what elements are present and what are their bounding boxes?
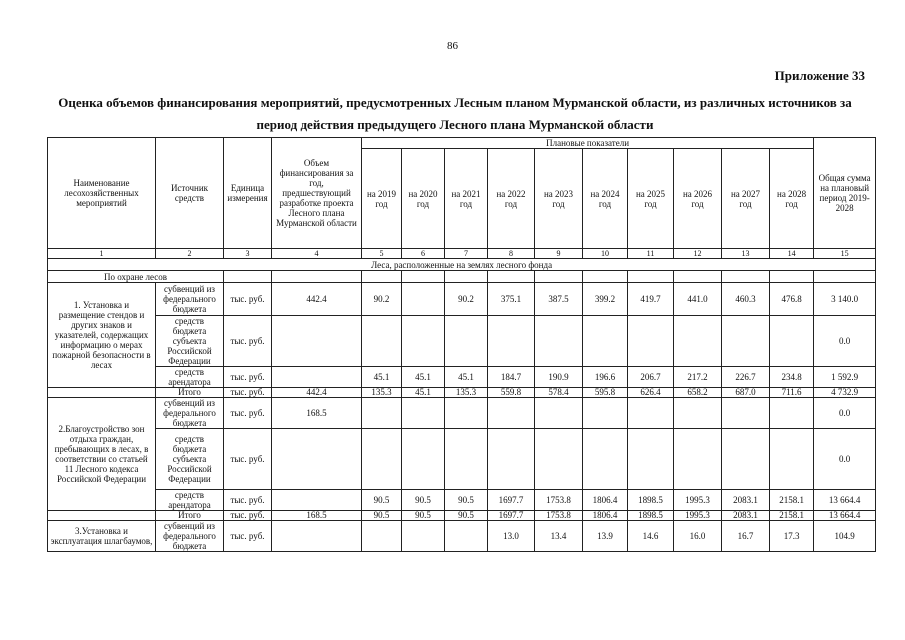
value-cell: 45.1 (402, 367, 445, 388)
value-cell (770, 316, 814, 367)
financing-table (47, 137, 876, 552)
unit-cell: тыс. руб. (224, 429, 272, 490)
column-numbers-row (48, 249, 876, 259)
value-cell (535, 429, 583, 490)
value-cell: 1806.4 (583, 490, 628, 511)
value-cell: 90.5 (402, 511, 445, 521)
section-band-row (48, 259, 876, 271)
subsection-row (48, 271, 876, 283)
value-cell (535, 316, 583, 367)
value-cell: 17.3 (770, 521, 814, 552)
unit-cell: тыс. руб. (224, 388, 272, 398)
value-cell: 14.6 (628, 521, 674, 552)
value-cell: 399.2 (583, 283, 628, 316)
value-cell: 13.9 (583, 521, 628, 552)
value-cell: 90.5 (445, 511, 488, 521)
source-cell: средств арендатора (156, 490, 224, 511)
prev-cell (272, 521, 362, 552)
total-cell: 0.0 (814, 429, 876, 490)
value-cell: 419.7 (628, 283, 674, 316)
column-number: 14 (770, 249, 814, 259)
value-cell (402, 521, 445, 552)
header-year: на 2028 год (770, 149, 814, 249)
column-number: 13 (722, 249, 770, 259)
value-cell: 1753.8 (535, 490, 583, 511)
value-cell: 460.3 (722, 283, 770, 316)
value-cell (362, 316, 402, 367)
header-year: на 2023 год (535, 149, 583, 249)
appendix-label: Приложение 33 (774, 68, 865, 83)
column-number: 5 (362, 249, 402, 259)
value-cell (770, 398, 814, 429)
value-cell (362, 521, 402, 552)
prev-cell (272, 316, 362, 367)
value-cell: 90.5 (445, 490, 488, 511)
total-cell: 0.0 (814, 316, 876, 367)
value-cell: 375.1 (488, 283, 535, 316)
value-cell (628, 398, 674, 429)
prev-cell: 442.4 (272, 283, 362, 316)
value-cell (674, 316, 722, 367)
activity-name: 3.Установка и эксплуатация шлагбаумов, (48, 521, 156, 552)
value-cell (628, 429, 674, 490)
section-band: Леса, расположенные на землях лесного фонда (48, 259, 876, 271)
value-cell: 13.0 (488, 521, 535, 552)
total-cell: 0.0 (814, 398, 876, 429)
itogo-row (48, 511, 876, 521)
value-cell (722, 316, 770, 367)
total-cell: 13 664.4 (814, 511, 876, 521)
header-year: на 2024 год (583, 149, 628, 249)
value-cell: 1898.5 (628, 490, 674, 511)
value-cell: 687.0 (722, 388, 770, 398)
prev-cell: 168.5 (272, 511, 362, 521)
source-cell: субвенций из федерального бюджета (156, 521, 224, 552)
value-cell: 441.0 (674, 283, 722, 316)
value-cell: 578.4 (535, 388, 583, 398)
value-cell: 2083.1 (722, 511, 770, 521)
prev-cell: 168.5 (272, 398, 362, 429)
unit-cell: тыс. руб. (224, 490, 272, 511)
itogo-label: Итого (156, 511, 224, 521)
column-number: 6 (402, 249, 445, 259)
itogo-label: Итого (156, 388, 224, 398)
value-cell: 135.3 (445, 388, 488, 398)
unit-cell: тыс. руб. (224, 521, 272, 552)
value-cell (402, 398, 445, 429)
value-cell (535, 398, 583, 429)
total-cell: 104.9 (814, 521, 876, 552)
value-cell: 2083.1 (722, 490, 770, 511)
value-cell (770, 429, 814, 490)
value-cell: 184.7 (488, 367, 535, 388)
total-cell: 3 140.0 (814, 283, 876, 316)
value-cell: 1697.7 (488, 511, 535, 521)
column-number: 12 (674, 249, 722, 259)
value-cell: 90.5 (402, 490, 445, 511)
source-cell: средств арендатора (156, 367, 224, 388)
value-cell: 1898.5 (628, 511, 674, 521)
activity-name: 2.Благоустройство зон отдыха граждан, пребывающих в лесах, в соответствии со статьей 11 Лесного кодекса Российской Федерации (48, 398, 156, 511)
value-cell: 190.9 (535, 367, 583, 388)
value-cell (583, 429, 628, 490)
value-cell: 559.8 (488, 388, 535, 398)
value-cell: 196.6 (583, 367, 628, 388)
value-cell (445, 429, 488, 490)
source-cell: субвенций из федерального бюджета (156, 398, 224, 429)
value-cell: 1806.4 (583, 511, 628, 521)
unit-cell: тыс. руб. (224, 511, 272, 521)
column-number: 7 (445, 249, 488, 259)
header-name: Наименование лесохозяйственных мероприятий (48, 138, 156, 249)
table-row (48, 429, 876, 490)
header-year: на 2025 год (628, 149, 674, 249)
unit-cell: тыс. руб. (224, 367, 272, 388)
value-cell (722, 398, 770, 429)
document-title: Оценка объемов финансирования мероприятий, предусмотренных Лесным планом Мурманской области, из различных источников за период действия предыдущего Лесного плана Мурманской области (58, 95, 852, 132)
column-number: 9 (535, 249, 583, 259)
column-number: 2 (156, 249, 224, 259)
table-row (48, 316, 876, 367)
value-cell: 206.7 (628, 367, 674, 388)
unit-cell: тыс. руб. (224, 398, 272, 429)
value-cell: 476.8 (770, 283, 814, 316)
table-row (48, 283, 876, 316)
header-unit: Единица измерения (224, 138, 272, 249)
value-cell (402, 429, 445, 490)
value-cell (488, 429, 535, 490)
value-cell: 387.5 (535, 283, 583, 316)
prev-cell (272, 367, 362, 388)
value-cell (445, 316, 488, 367)
value-cell: 16.0 (674, 521, 722, 552)
value-cell (583, 316, 628, 367)
column-number: 11 (628, 249, 674, 259)
column-number: 8 (488, 249, 535, 259)
value-cell (402, 283, 445, 316)
value-cell (445, 521, 488, 552)
page-number: 86 (447, 40, 458, 52)
column-number: 3 (224, 249, 272, 259)
value-cell: 90.2 (362, 283, 402, 316)
value-cell (402, 316, 445, 367)
header-source: Источник средств (156, 138, 224, 249)
total-cell: 1 592.9 (814, 367, 876, 388)
value-cell (674, 398, 722, 429)
value-cell: 1995.3 (674, 490, 722, 511)
value-cell: 2158.1 (770, 490, 814, 511)
column-number: 1 (48, 249, 156, 259)
value-cell: 45.1 (402, 388, 445, 398)
total-cell: 13 664.4 (814, 490, 876, 511)
table-row (48, 490, 876, 511)
column-number: 15 (814, 249, 876, 259)
header-planned: Плановые показатели (362, 138, 814, 149)
value-cell (445, 398, 488, 429)
value-cell: 626.4 (628, 388, 674, 398)
value-cell (488, 316, 535, 367)
header-total: Общая сумма на плановый период 2019-2028 (814, 138, 876, 249)
value-cell: 16.7 (722, 521, 770, 552)
value-cell: 135.3 (362, 388, 402, 398)
value-cell: 595.8 (583, 388, 628, 398)
itogo-row (48, 388, 876, 398)
value-cell: 1995.3 (674, 511, 722, 521)
value-cell: 13.4 (535, 521, 583, 552)
unit-cell: тыс. руб. (224, 316, 272, 367)
activity-name: 1. Установка и размещение стендов и других знаков и указателей, содержащих информацию о мерах пожарной безопасности в лесах (48, 283, 156, 388)
prev-cell: 442.4 (272, 388, 362, 398)
source-cell: средств бюджета субъекта Российской Федерации (156, 429, 224, 490)
value-cell: 45.1 (362, 367, 402, 388)
column-number: 10 (583, 249, 628, 259)
value-cell: 45.1 (445, 367, 488, 388)
value-cell (583, 398, 628, 429)
header-prev-volume: Объем финансирования за год, предшествующий разработке проекта Лесного плана Мурманской области (272, 138, 362, 249)
value-cell: 711.6 (770, 388, 814, 398)
subsection-label: По охране лесов (48, 271, 224, 283)
table-row (48, 398, 876, 429)
value-cell: 90.5 (362, 490, 402, 511)
header-year: на 2020 год (402, 149, 445, 249)
column-number: 4 (272, 249, 362, 259)
source-cell: субвенций из федерального бюджета (156, 283, 224, 316)
value-cell (488, 398, 535, 429)
value-cell: 658.2 (674, 388, 722, 398)
blank-cell (48, 511, 156, 521)
header-year: на 2022 год (488, 149, 535, 249)
header-year: на 2026 год (674, 149, 722, 249)
prev-cell (272, 429, 362, 490)
value-cell (722, 429, 770, 490)
prev-cell (272, 490, 362, 511)
table-row (48, 367, 876, 388)
value-cell: 90.5 (362, 511, 402, 521)
header-year: на 2027 год (722, 149, 770, 249)
value-cell: 1753.8 (535, 511, 583, 521)
blank-cell (48, 388, 156, 398)
value-cell (362, 429, 402, 490)
value-cell: 2158.1 (770, 511, 814, 521)
value-cell: 217.2 (674, 367, 722, 388)
header-year: на 2021 год (445, 149, 488, 249)
source-cell: средств бюджета субъекта Российской Федерации (156, 316, 224, 367)
header-year: на 2019 год (362, 149, 402, 249)
value-cell (674, 429, 722, 490)
total-cell: 4 732.9 (814, 388, 876, 398)
value-cell: 90.2 (445, 283, 488, 316)
table-row (48, 521, 876, 552)
value-cell: 1697.7 (488, 490, 535, 511)
value-cell: 234.8 (770, 367, 814, 388)
value-cell (628, 316, 674, 367)
value-cell (362, 398, 402, 429)
unit-cell: тыс. руб. (224, 283, 272, 316)
header-row-1 (48, 138, 876, 149)
value-cell: 226.7 (722, 367, 770, 388)
